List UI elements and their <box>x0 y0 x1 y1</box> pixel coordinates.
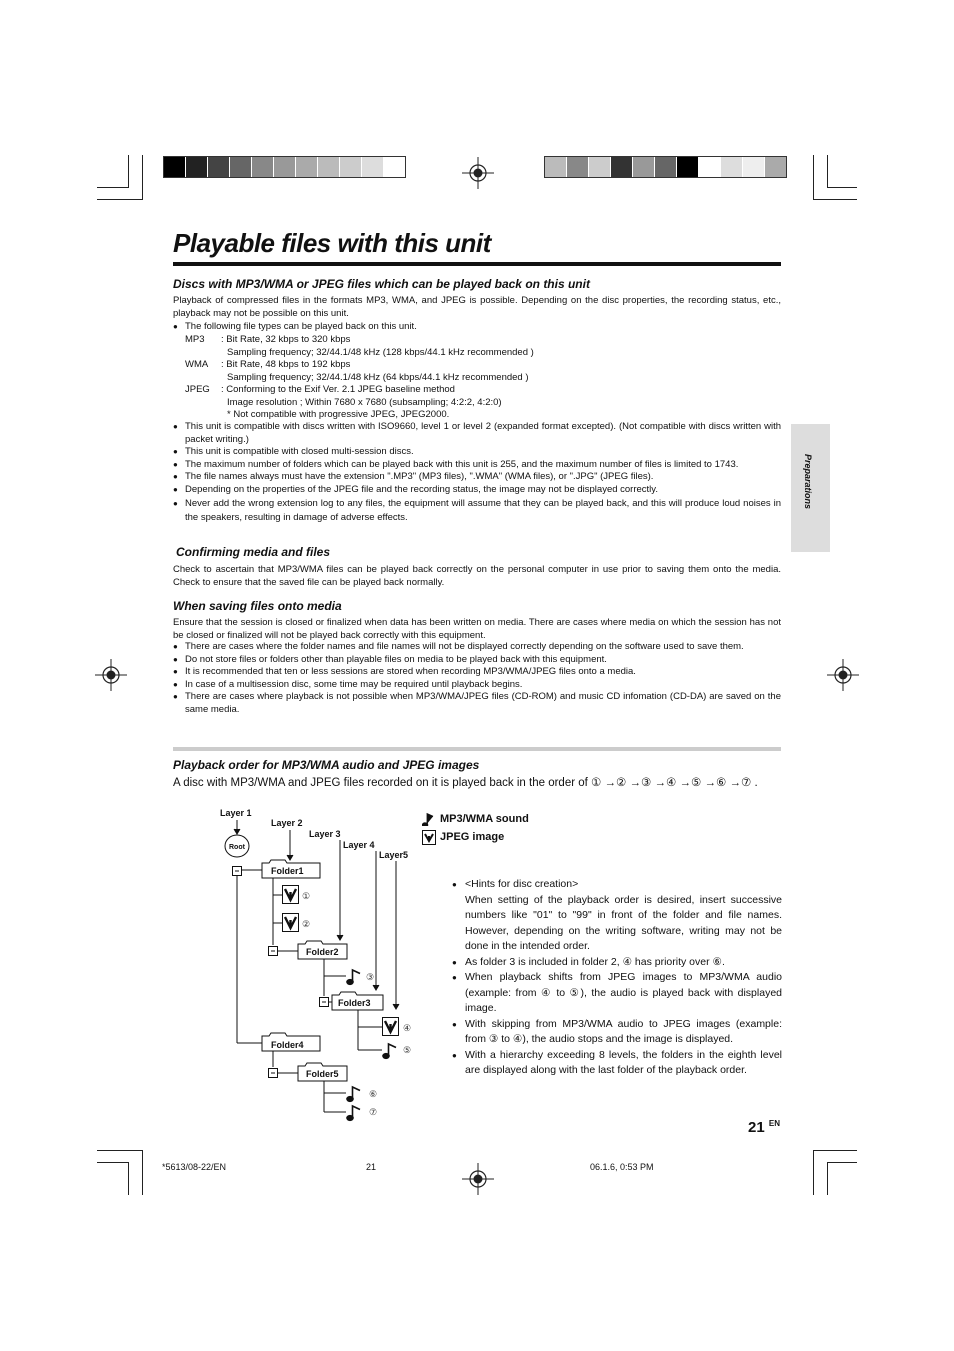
page-number: 21 $^{EN}$ <box>748 1119 780 1136</box>
list-item: ● In case of a multisession disc, some time may be required until playback begins. <box>173 679 781 692</box>
list-item: ● With a hierarchy exceeding 8 levels, the folders in the eighth level are displayed along with the last folder of the playback order. <box>452 1048 782 1079</box>
order-number: ② <box>302 919 311 929</box>
section-heading-playable-discs: Discs with MP3/WMA or JPEG files which can be played back on this unit <box>173 277 590 291</box>
folder-label: Folder5 <box>306 1069 339 1079</box>
playback-order-text: A disc with MP3/WMA and JPEG files recorded on it is played back in the order of ① →② →③ →④ →⑤ →⑥ →⑦ . <box>173 777 758 789</box>
list-item: ● The following file types can be played back on this unit. <box>173 321 781 334</box>
list-item: ● The file names always must have the extension ".MP3" (MP3 files), ".WMA" (WMA files), or ".JPG" (JPEG files). <box>173 471 781 484</box>
hints-title: ● <Hints for disc creation> <box>452 877 782 893</box>
hints-block <box>452 877 782 1079</box>
hints-text: When setting of the playback order is desired, insert successive numbers like "01" to "99" in front of the folder and file names. However, depending on the writing software, writing may not be done in the intended order. <box>465 893 782 952</box>
list-item: ● With skipping from MP3/WMA audio to JPEG images (example: from ③ to ④), the audio stops and the image is displayed. <box>452 1017 782 1048</box>
root-label: Root <box>229 844 245 851</box>
list-item: ● Do not store files or folders other than playable files on media to be played back with this equipment. <box>173 654 781 667</box>
folder-label: Folder3 <box>338 998 371 1008</box>
section-text: Check to ascertain that MP3/WMA files can be played back correctly on the personal computer in use prior to saving them onto the media. Check to ensure that the saved file can be played back normally. <box>173 564 781 588</box>
layer-label: Layer 1 <box>220 808 252 818</box>
list-item: ● The maximum number of folders which can be played back with this unit is 255, and the maximum number of files is limited to 1743. <box>173 459 781 472</box>
spec-row-jpeg: JPEG : Conforming to the Exif Ver. 2.1 JPEG baseline method <box>185 384 455 395</box>
order-number: ④ <box>403 1023 412 1033</box>
section-heading-saving: When saving files onto media <box>173 599 342 613</box>
list-item: ● This unit is compatible with discs written with ISO9660, level 1 or level 2 (expanded format excepted). (Not compatible with discs written with packet writing.) <box>173 421 781 446</box>
list-item: ● This unit is compatible with closed multi-session discs. <box>173 446 781 459</box>
footer-left: *5613/08-22/EN <box>162 1162 227 1172</box>
page-title: Playable files with this unit <box>173 228 491 258</box>
layer-label: Layer 2 <box>271 818 303 828</box>
layer-label: Layer 3 <box>309 829 341 839</box>
spec-row-wma-2: Sampling frequency; 32/44.1/48 kHz (64 kbps/44.1 kHz recommended ) <box>227 371 529 383</box>
legend-image-label: JPEG image <box>440 831 505 843</box>
legend-sound-label: MP3/WMA sound <box>440 813 529 825</box>
folder-label: Folder1 <box>271 866 304 876</box>
order-number: ⑦ <box>369 1107 378 1117</box>
side-tab-label: Preparations <box>803 454 813 510</box>
folder-label: Folder4 <box>271 1040 304 1050</box>
layer-label: Layer 4 <box>343 840 375 850</box>
section-text: Ensure that the session is closed or finalized when data has been written on media. There are cases where media on which the session has not be closed or finalized will not be played back correctly with this equipment. <box>173 617 781 641</box>
section-heading-playback-order: Playback order for MP3/WMA audio and JPEG images <box>173 758 480 772</box>
list-item: ● There are cases where playback is not possible when MP3/WMA/JPEG files (CD-ROM) and music CD infomation (CD-DA) are saved on the same media. <box>173 691 781 716</box>
spec-row-mp3-2: Sampling frequency; 32/44.1/48 kHz (128 kbps/44.1 kHz recommended ) <box>227 346 534 358</box>
folder-label: Folder2 <box>306 947 339 957</box>
list-item: ● It is recommended that ten or less sessions are stored when recording MP3/WMA/JPEG files onto a media. <box>173 666 781 679</box>
footer-right: 06.1.6, 0:53 PM <box>590 1162 654 1172</box>
order-number: ③ <box>366 972 375 982</box>
layer-label: Layer5 <box>379 850 409 860</box>
list-item: ● Never add the wrong extension log to any files, the equipment will assume that they can be played back, and this will produce loud noises in the speakers, resulting in damage of adverse effects. <box>173 497 781 525</box>
footer-center: 21 <box>366 1162 377 1172</box>
spec-row-jpeg-3: * Not compatible with progressive JPEG, JPEG2000. <box>227 409 450 420</box>
list-item: ● There are cases where the folder names and file names will not be displayed correctly depending on the software used to save them. <box>173 641 781 654</box>
list-item: ● When playback shifts from JPEG images to MP3/WMA audio (example: from ④ to ⑤), the audio is played back with displayed image. <box>452 970 782 1017</box>
section-intro: Playback of compressed files in the formats MP3, WMA, and JPEG is possible. Depending on the disc properties, the recording status, etc., playback may not be possible on this unit. <box>173 295 781 319</box>
page-suffix: EN <box>768 1119 780 1128</box>
spec-row-jpeg-2: Image resolution ; Within 7680 x 7680 (subsampling; 4:2:2, 4:2:0) <box>227 396 502 408</box>
order-number: ① <box>302 891 311 901</box>
order-number: ⑤ <box>403 1045 412 1055</box>
spec-row-wma: WMA : Bit Rate, 48 kbps to 192 kbps <box>185 359 351 370</box>
list-item: ● Depending on the properties of the JPEG file and the recording status, the image may not be displayed correctly. <box>173 484 781 497</box>
section-heading-confirming: Confirming media and files <box>176 545 331 559</box>
spec-row-mp3: MP3 : Bit Rate, 32 kbps to 320 kbps <box>185 334 351 345</box>
list-item: ● As folder 3 is included in folder 2, ④ has priority over ⑥. <box>452 955 782 971</box>
order-number: ⑥ <box>369 1089 378 1099</box>
